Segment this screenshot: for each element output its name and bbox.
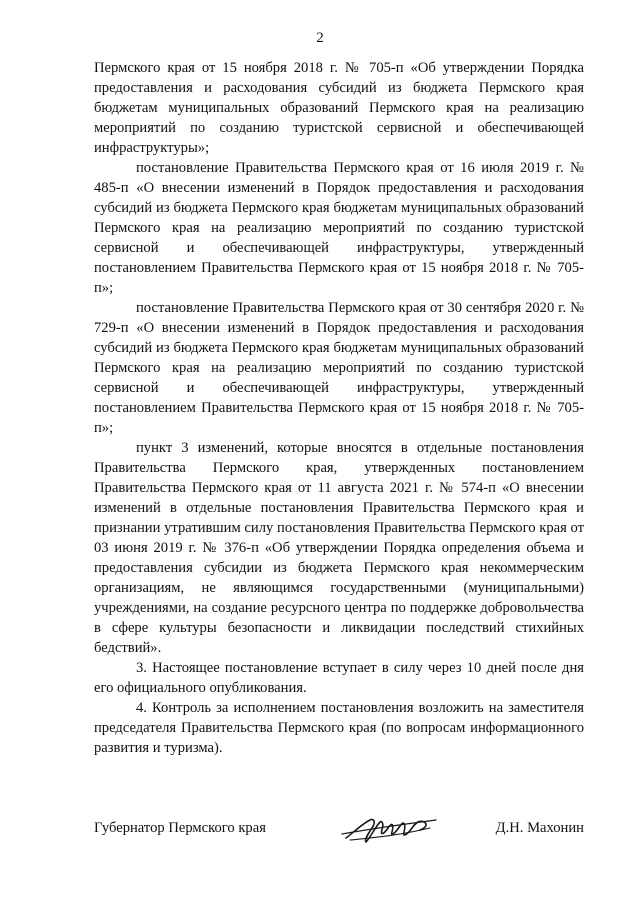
handwritten-signature [340,812,440,848]
document-body [94,58,584,758]
paragraph-3: постановление Правительства Пермского края от 30 сентября 2020 г. № 729-п «О внесении изменений в Порядок предоставления и расходования субсидий из бюджета Пермского края бюджетам муниципальных образований Пермского края на реализацию мероприятий по созданию туристской сервисной и обеспечивающей инфраструктуры, утвержденный постановлением Правительства Пермского края от 15 ноября 2018 г. № 705-п»; [94,300,584,436]
signature-block [94,812,584,852]
paragraph-5: 3. Настоящее постановление вступает в силу через 10 дней после дня его официального опубликования. [94,660,584,696]
paragraph-1: Пермского края от 15 ноября 2018 г. № 705-п «Об утверждении Порядка предоставления и расходования субсидий из бюджета Пермского края бюджетам муниципальных образований Пермского края на реализацию мероприятий по созданию туристской сервисной и обеспечивающей инфраструктуры»; [94,60,584,156]
paragraph-4: пункт 3 изменений, которые вносятся в отдельные постановления Правительства Пермского края, утвержденных постановлением Правительства Пермского края от 11 августа 2021 г. № 574-п «О внесении изменений в отдельные постановления Правительства Пермского края и признании утратившим силу постановления Правительства Пермского края от 03 июня 2019 г. № 376-п «Об утверждении Порядка определения объема и предоставления субсидии из бюджета Пермского края некоммерческим организациям, не являющимся государственными (муниципальными) учреждениями, на создание ресурсного центра по поддержке добровольчества в сфере культуры безопасности и ликвидации последствий стихийных бедствий». [94,440,584,656]
signatory-position: Губернатор Пермского края [94,820,266,836]
page-number: 2 [316,30,324,46]
paragraph-6: 4. Контроль за исполнением постановления возложить на заместителя председателя Правительства Пермского края (по вопросам информационного развития и туризма). [94,700,584,756]
signatory-name: Д.Н. Махонин [495,820,584,836]
paragraph-2: постановление Правительства Пермского края от 16 июля 2019 г. № 485-п «О внесении изменений в Порядок предоставления и расходования субсидий из бюджета Пермского края бюджетам муниципальных образований Пермского края на реализацию мероприятий по созданию туристской сервисной и обеспечивающей инфраструктуры, утвержденный постановлением Правительства Пермского края от 15 ноября 2018 г. № 705-п»; [94,160,584,296]
